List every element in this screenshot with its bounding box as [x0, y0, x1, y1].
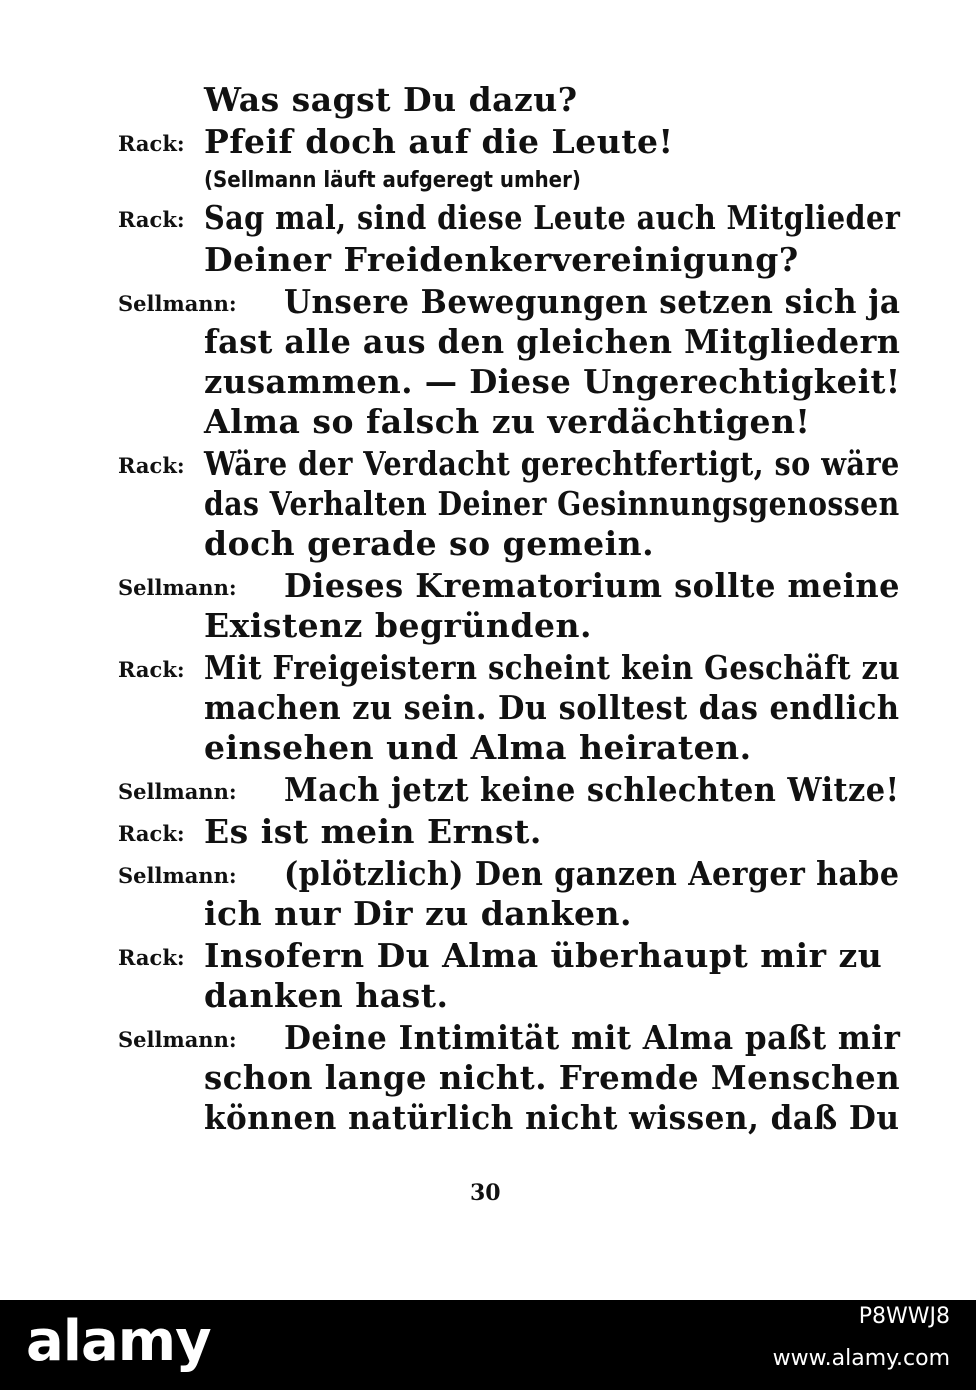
dialogue-line: fast alle aus den gleichen Mitgliedern: [204, 322, 901, 361]
page-number: 30: [470, 1180, 501, 1206]
dialogue-line: doch gerade so gemein.: [204, 524, 655, 563]
speaker-label: Sellmann:: [118, 291, 237, 316]
dialogue-line: Es ist mein Ernst.: [204, 812, 542, 851]
dialogue-line: können natürlich nicht wissen, daß Du: [204, 1098, 900, 1137]
dialogue-line: Mit Freigeistern scheint kein Geschäft zu: [204, 648, 901, 687]
dialogue-line: Insofern Du Alma überhaupt mir zu: [204, 936, 883, 975]
dialogue-line: Was sagst Du dazu?: [204, 80, 578, 119]
dialogue-line: Alma so falsch zu verdächtigen!: [204, 402, 811, 441]
dialogue-line: Mach jetzt keine schlechten Witze!: [284, 770, 900, 809]
speaker-label: Sellmann:: [118, 779, 237, 804]
speaker-label: Rack:: [118, 657, 185, 682]
dialogue-line: Pfeif doch auf die Leute!: [204, 122, 674, 161]
stage-direction: (Sellmann läuft aufgeregt umher): [204, 168, 581, 193]
dialogue-line: Wäre der Verdacht gerechtfertigt, so wäre: [204, 444, 900, 483]
footer-url[interactable]: www.alamy.com: [772, 1346, 950, 1371]
speaker-label: Rack:: [118, 131, 185, 156]
dialogue-line: schon lange nicht. Fremde Menschen: [204, 1058, 901, 1097]
dialogue-line: Existenz begründen.: [204, 606, 592, 645]
alamy-logo: alamy: [26, 1309, 211, 1374]
dialogue-line: ich nur Dir zu danken.: [204, 894, 633, 933]
dialogue-line: Deine Intimität mit Alma paßt mir: [284, 1018, 901, 1057]
image-id: P8WWJ8: [858, 1304, 950, 1329]
watermark-footer: [0, 1300, 976, 1390]
dialogue-line: Sag mal, sind diese Leute auch Mitglieder: [204, 198, 901, 237]
speaker-label: Rack:: [118, 945, 185, 970]
speaker-label: Rack:: [118, 207, 185, 232]
dialogue-line: Dieses Krematorium sollte meine: [284, 566, 901, 605]
speaker-label: Sellmann:: [118, 575, 237, 600]
dialogue-line: Deiner Freidenkervereinigung?: [204, 240, 799, 279]
speaker-label: Rack:: [118, 821, 185, 846]
dialogue-line: einsehen und Alma heiraten.: [204, 728, 752, 767]
speaker-label: Rack:: [118, 453, 185, 478]
dialogue-line: (plötzlich) Den ganzen Aerger habe: [284, 854, 900, 893]
dialogue-line: machen zu sein. Du solltest das endlich: [204, 688, 900, 727]
speaker-label: Sellmann:: [118, 863, 237, 888]
speaker-label: Sellmann:: [118, 1027, 237, 1052]
dialogue-line: danken hast.: [204, 976, 449, 1015]
dialogue-line: das Verhalten Deiner Gesinnungsgenossen: [204, 484, 900, 523]
dialogue-line: Unsere Bewegungen setzen sich ja: [284, 282, 901, 321]
dialogue-line: zusammen. — Diese Ungerechtigkeit!: [204, 362, 901, 401]
